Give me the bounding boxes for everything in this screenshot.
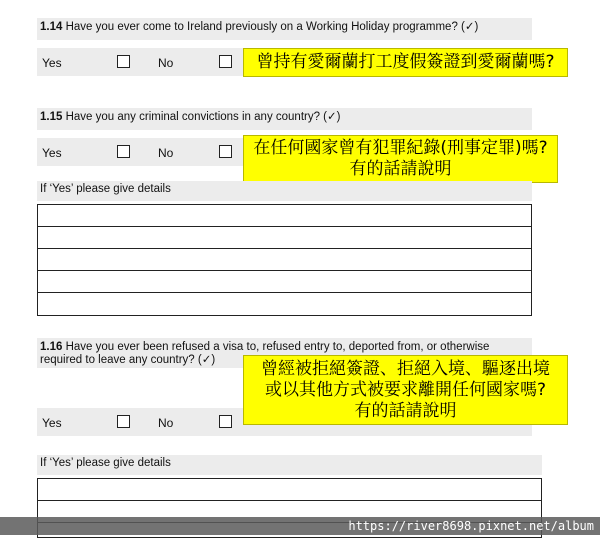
details-line[interactable] (38, 205, 531, 227)
yes-checkbox[interactable] (117, 145, 130, 158)
question-number: 1.15 (40, 111, 63, 123)
yes-label: Yes (42, 416, 62, 430)
details-label: If ‘Yes’ please give details (37, 181, 532, 201)
annotation-1-14 (243, 48, 568, 77)
details-line[interactable] (38, 249, 531, 271)
no-label: No (158, 146, 174, 160)
question-text: Have you ever come to Ireland previously on a Working Holiday programme? (✓) (65, 21, 479, 33)
annotation-1-16 (243, 355, 568, 425)
question-number: 1.16 (40, 341, 63, 353)
no-checkbox[interactable] (219, 55, 232, 68)
yes-checkbox[interactable] (117, 55, 130, 68)
no-label: No (158, 416, 174, 430)
yes-label: Yes (42, 146, 62, 160)
no-checkbox[interactable] (219, 415, 232, 428)
details-label: If ‘Yes’ please give details (37, 455, 542, 475)
question-text-line-1: Have you ever been refused a visa to, refused entry to, deported from, or otherwise (65, 341, 490, 353)
question-1-15-header (37, 108, 532, 130)
details-line[interactable] (38, 227, 531, 249)
yes-label: Yes (42, 56, 62, 70)
question-1-14-header (37, 18, 532, 40)
question-text-line-2: required to leave any country? (✓) (40, 354, 216, 366)
no-label: No (158, 56, 174, 70)
details-line[interactable] (38, 293, 531, 315)
annotation-line: 或以其他方式被要求離開任何國家嗎? (264, 379, 547, 400)
question-number: 1.14 (40, 21, 63, 33)
watermark: https://river8698.pixnet.net/album (0, 517, 600, 535)
details-line[interactable] (38, 479, 541, 501)
details-lines[interactable] (37, 204, 532, 316)
annotation-1-15 (243, 135, 558, 183)
annotation-line: 曾持有愛爾蘭打工度假簽證到愛爾蘭嗎? (256, 52, 555, 72)
annotation-line: 曾經被拒絕簽證、拒絕入境、驅逐出境 (261, 358, 550, 379)
annotation-line: 有的話請說明 (354, 400, 457, 421)
annotation-line: 在任何國家曾有犯罪紀錄(刑事定罪)嗎? (253, 138, 548, 158)
details-line[interactable] (38, 271, 531, 293)
question-text: Have you any criminal convictions in any country? (✓) (65, 111, 341, 123)
yes-checkbox[interactable] (117, 415, 130, 428)
no-checkbox[interactable] (219, 145, 232, 158)
annotation-line: 有的話請說明 (349, 159, 452, 179)
